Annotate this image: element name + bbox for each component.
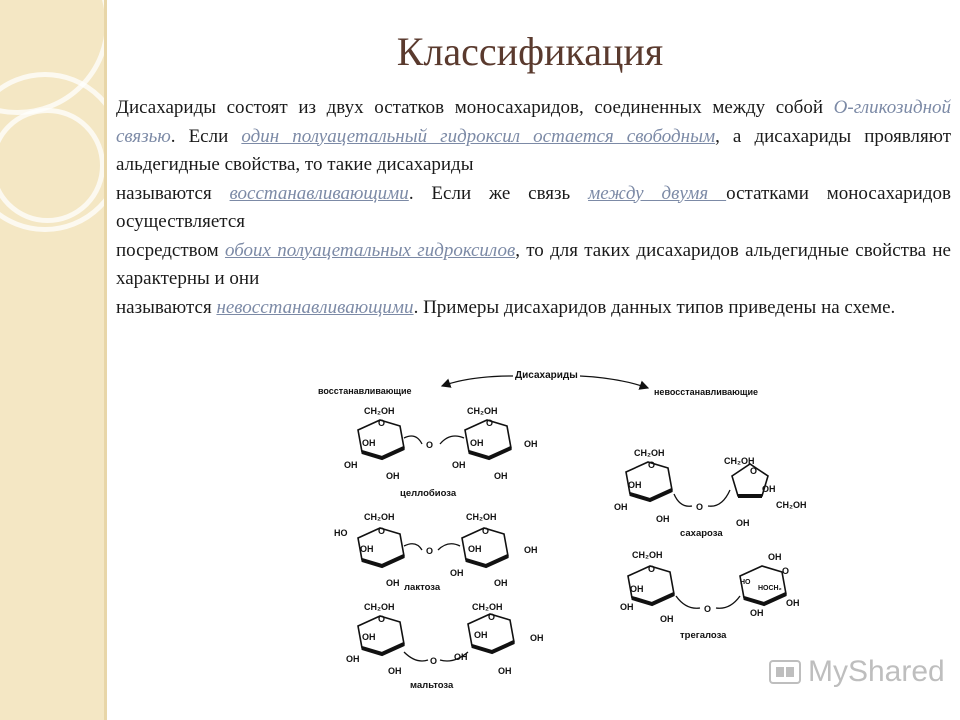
- text: Дисахариды состоят из двух остатков моносахаридов, соединенных между собой: [116, 97, 834, 118]
- cellobiose-structure: [344, 406, 538, 499]
- text: , то для таких дисахаридов альдегидные свойства не характерны и они: [116, 239, 951, 289]
- group-label: OH: [628, 480, 642, 490]
- name-sucrose: сахароза: [680, 528, 723, 539]
- group-label: OH: [388, 666, 402, 676]
- group-label: OH: [474, 630, 488, 640]
- group-label: O: [488, 612, 496, 622]
- group-label: CH₂OH: [634, 448, 665, 458]
- group-label: O: [696, 502, 704, 512]
- disaccharide-scheme: [318, 362, 807, 702]
- group-label: OH: [362, 438, 376, 448]
- group-label: OH: [768, 552, 782, 562]
- trehalose-structure: [620, 550, 800, 641]
- group-label: OH: [498, 666, 512, 676]
- group-label: O: [648, 564, 656, 574]
- group-label: OH: [786, 598, 800, 608]
- text: . Если же связь: [408, 182, 589, 204]
- paragraph: [116, 180, 951, 237]
- group-label: OH: [452, 460, 466, 470]
- group-label: OH: [620, 602, 634, 612]
- sucrose-structure: [614, 448, 807, 539]
- group-label: CH₂OH: [364, 406, 395, 416]
- group-label: OH: [530, 633, 544, 643]
- group-label: CH₂OH: [466, 512, 497, 522]
- group-label: O: [378, 526, 386, 536]
- body-text: [116, 94, 951, 322]
- group-label: OH: [656, 514, 670, 524]
- group-label: OH: [614, 502, 628, 512]
- name-cellobiose: целлобиоза: [400, 488, 457, 499]
- group-label: O: [378, 418, 386, 428]
- group-label: HO: [740, 579, 751, 586]
- group-label: O: [750, 466, 758, 476]
- text: , а дисахариды проявляют альдегидные свойства, то такие дисахариды: [116, 125, 951, 175]
- text: . Примеры дисахаридов данных типов приведены на схеме.: [413, 296, 896, 318]
- watermark-text: MyShared: [808, 655, 945, 688]
- group-label: CH₂OH: [364, 602, 395, 612]
- group-label: OH: [344, 460, 358, 470]
- lactose-structure: [334, 512, 538, 593]
- group-label: CH₂OH: [472, 602, 503, 612]
- group-label: CH₂OH: [467, 406, 498, 416]
- text: посредством: [116, 239, 225, 261]
- link-between-two[interactable]: между двумя: [588, 182, 727, 204]
- text: остатками моносахаридов осуществляется: [116, 182, 951, 232]
- group-label: O: [430, 656, 438, 666]
- scheme-left-label: восстанавливающие: [318, 386, 412, 396]
- paragraph: [116, 294, 951, 323]
- group-label: OH: [630, 584, 644, 594]
- group-label: OH: [750, 608, 764, 618]
- watermark: [768, 655, 945, 689]
- group-label: OH: [454, 652, 468, 662]
- group-label: OH: [660, 614, 674, 624]
- group-label: OH: [362, 632, 376, 642]
- group-label: OH: [762, 484, 776, 494]
- name-trehalose: трегалоза: [680, 630, 727, 641]
- group-label: OH: [468, 544, 482, 554]
- group-label: OH: [386, 578, 400, 588]
- scheme-right-label: невосстанавливающие: [654, 387, 759, 397]
- group-label: O: [648, 460, 656, 470]
- group-label: O: [426, 440, 434, 450]
- group-label: CH₂OH: [364, 512, 395, 522]
- group-label: OH: [386, 471, 400, 481]
- link-reducing[interactable]: восстанавливающими: [229, 182, 409, 204]
- group-label: O: [426, 546, 434, 556]
- group-label: OH: [346, 654, 360, 664]
- name-lactose: лактоза: [404, 582, 441, 593]
- arrow-left: [442, 376, 513, 386]
- myshared-logo-icon: [768, 655, 802, 689]
- text: называются: [116, 182, 230, 204]
- name-maltose: мальтоза: [410, 680, 454, 691]
- group-label: OH: [736, 518, 750, 528]
- sidebar-edge: [104, 0, 107, 720]
- group-label: OH: [450, 568, 464, 578]
- group-label: OH: [494, 578, 508, 588]
- page-title: Классификация: [396, 29, 664, 74]
- group-label: O: [704, 604, 712, 614]
- paragraph: [116, 94, 951, 180]
- group-label: OH: [524, 545, 538, 555]
- group-label: O: [378, 614, 386, 624]
- term-glycosidic-bond: О-гликозидной связью: [116, 97, 951, 147]
- link-free-hydroxyl[interactable]: один полуацетальный гидроксил остается свободным: [241, 125, 716, 147]
- decorative-sidebar: [0, 0, 107, 720]
- group-label: O: [486, 418, 494, 428]
- group-label: HOCH₂: [758, 585, 782, 592]
- group-label: O: [482, 526, 490, 536]
- paragraph: [116, 237, 951, 294]
- group-label: OH: [494, 471, 508, 481]
- link-both-hydroxyls[interactable]: обоих полуацетальных гидроксилов: [224, 239, 516, 261]
- group-label: OH: [360, 544, 374, 554]
- group-label: CH₂OH: [632, 550, 663, 560]
- group-label: O: [782, 566, 790, 576]
- link-non-reducing[interactable]: невосстанавливающими: [216, 296, 414, 318]
- text: . Если: [170, 125, 242, 147]
- group-label: CH₂OH: [724, 456, 755, 466]
- text: называются: [116, 296, 217, 318]
- group-label: HO: [334, 528, 348, 538]
- scheme-header: Дисахариды: [515, 370, 578, 381]
- group-label: CH₂OH: [776, 500, 807, 510]
- group-label: OH: [524, 439, 538, 449]
- arrow-right: [580, 376, 648, 388]
- group-label: OH: [470, 438, 484, 448]
- maltose-structure: [346, 602, 544, 691]
